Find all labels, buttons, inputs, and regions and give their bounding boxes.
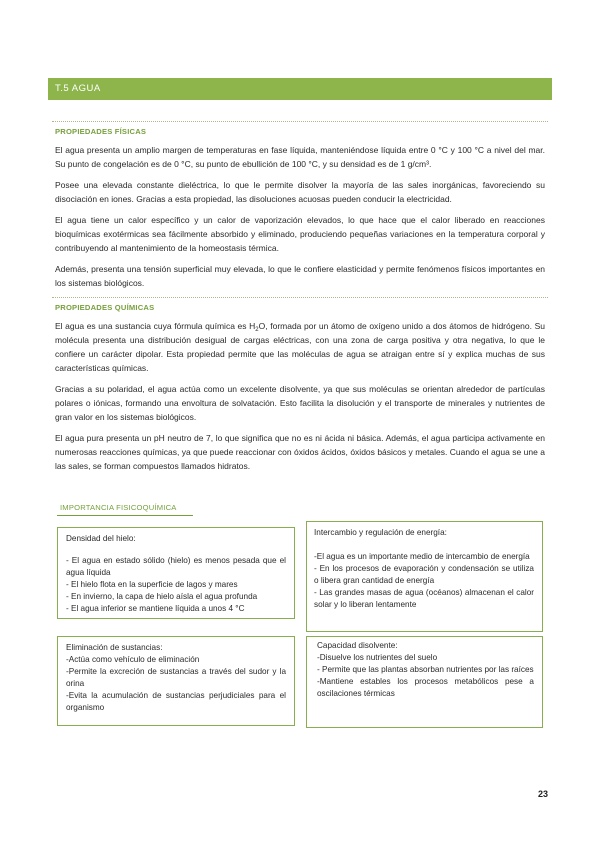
- info-box-solvent-capacity: [306, 636, 543, 728]
- box-item: - El hielo flota en la superficie de lagos y mares: [66, 580, 238, 589]
- main-content: [52, 121, 548, 480]
- box-item: - Permite que las plantas absorban nutrientes por las raíces: [317, 665, 534, 674]
- box-item: - En los procesos de evaporación y condensación se utiliza o libera gran cantidad de energía: [314, 564, 534, 585]
- box-item: - En invierno, la capa de hielo aísla el agua profunda: [66, 592, 258, 601]
- importance-section-title: IMPORTANCIA FISICOQUÍMICA: [57, 503, 193, 516]
- formula-h: H: [249, 321, 256, 331]
- box-item: - El agua inferior se mantiene líquida a unos 4 °C: [66, 604, 245, 613]
- box-item: -Mantiene estables los procesos metabólicos pese a oscilaciones térmicas: [317, 677, 534, 698]
- paragraph-text-after: , formada por un átomo de oxígeno unido a dos átomos de hidrógeno. Su molécula presenta una distribución desigual de cargas eléctricas, con una zona de carga positiva y otra negativa, lo que le confiere un carácter dipolar. Esta propiedad permite que las moléculas de agua se atraigan entre sí y explica muchas de sus características químicas.: [55, 321, 546, 373]
- info-box-ice-density: [57, 527, 295, 619]
- paragraph-text-before: El agua es una sustancia cuya fórmula química es: [55, 321, 250, 331]
- chapter-title: T.5 AGUA: [55, 83, 101, 94]
- page-number: 23: [537, 789, 548, 799]
- box-title: Densidad del hielo:: [66, 534, 136, 543]
- box-item: - Las grandes masas de agua (océanos) almacenan el calor solar y lo liberan lentamente: [314, 588, 534, 609]
- box-item: -Permite la excreción de sustancias a través del sudor y la orina: [66, 667, 286, 688]
- box-item: -Disuelve los nutrientes del suelo: [317, 653, 438, 662]
- paragraph-formula: [52, 319, 548, 375]
- paragraph: Gracias a su polaridad, el agua actúa como un excelente disolvente, ya que sus moléculas se orientan alrededor de partículas polares o iónicas, formando una envoltura de solvatación. Esto facilita la disolución y el transporte de minerales y nutrientes de gran valor en los sistemas biológicos.: [55, 384, 545, 422]
- formula-subscript: 2: [255, 327, 259, 333]
- info-box-elimination: [57, 636, 295, 726]
- info-box-energy-exchange: [306, 521, 543, 632]
- box-item: -Actúa como vehículo de eliminación: [66, 655, 200, 664]
- box-item: -El agua es un importante medio de intercambio de energía: [314, 552, 530, 561]
- paragraph: El agua pura presenta un pH neutro de 7, lo que significa que no es ni ácida ni básica. Además, el agua participa activamente en numerosas reacciones químicas, ya que puede reaccionar con óxidos ácidos, óxidos básicos y metales. Cuando el agua se une a las sales, se forman compuestos llamados hidratos.: [55, 433, 545, 471]
- paragraph: Posee una elevada constante dieléctrica, lo que le permite disolver la mayoría de las sales inorgánicas, favoreciendo su disociación en iones. Gracias a esta propiedad, las disoluciones acuosas pueden conducir la electricidad.: [55, 180, 545, 204]
- section-physical-properties: [52, 121, 548, 290]
- box-title: Intercambio y regulación de energía:: [314, 528, 447, 537]
- section-chemical-properties: [52, 297, 548, 473]
- section-title-chemical: PROPIEDADES QUÍMICAS: [55, 303, 155, 312]
- paragraph: Además, presenta una tensión superficial muy elevada, lo que le confiere elasticidad y permite fenómenos físicos importantes en los sistemas biológicos.: [55, 264, 545, 288]
- box-item: -Evita la acumulación de sustancias perjudiciales para el organismo: [66, 691, 286, 712]
- box-title: Eliminación de sustancias:: [66, 643, 163, 652]
- box-item: - El agua en estado sólido (hielo) es menos pesada que el agua líquida: [66, 556, 286, 577]
- paragraph: El agua presenta un amplio margen de temperaturas en fase líquida, manteniéndose líquida entre 0 °C y 100 °C a nivel del mar. Su punto de congelación es de 0 °C, su punto de ebullición de 100 °C, y su densidad es de 1 g/cm³.: [55, 145, 545, 169]
- formula-o: O: [258, 321, 266, 331]
- paragraph: El agua tiene un calor específico y un calor de vaporización elevados, lo que hace que el calor liberado en reacciones bioquímicas exotérmicas sea fácilmente absorbido y eliminado, produciendo pequeñas variaciones en la temperatura corporal y contribuyendo al mantenimiento de la homeostasis térmica.: [55, 215, 545, 253]
- box-title: Capacidad disolvente:: [317, 641, 398, 650]
- dotted-divider: [52, 121, 548, 122]
- section-title-physical: PROPIEDADES FÍSICAS: [55, 127, 147, 136]
- chapter-header-bar: [48, 78, 552, 100]
- dotted-divider: [52, 297, 548, 298]
